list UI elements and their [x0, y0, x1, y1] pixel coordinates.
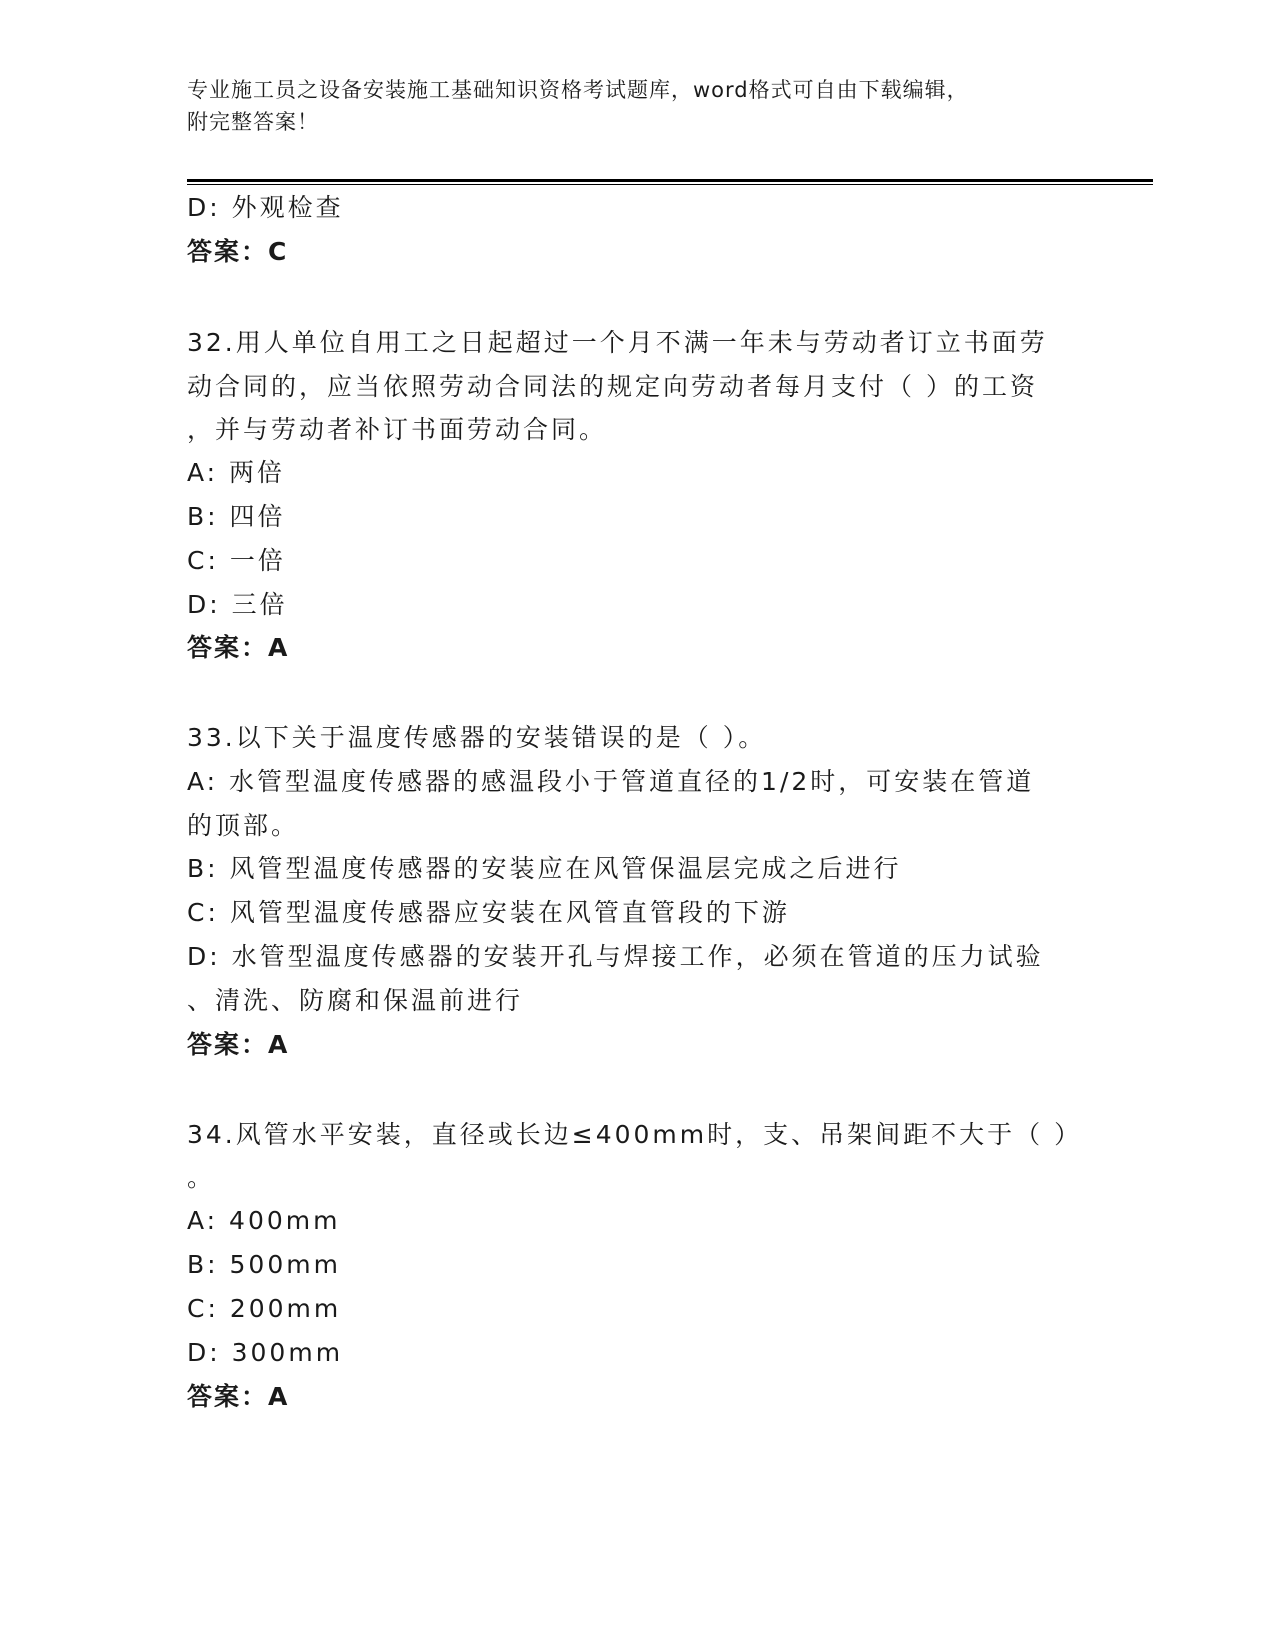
document-header	[187, 74, 1067, 138]
q34-option-d: D: 300mm	[187, 1338, 344, 1367]
q33-option-d-line-2: 、清洗、防腐和保温前进行	[187, 986, 524, 1015]
q32-option-b: B: 四倍	[187, 502, 286, 531]
header-line-2: 附完整答案！	[187, 110, 319, 134]
q34-stem-line-1: 34.风管水平安装，直径或长边≤400mm时，支、吊架间距不大于（ ）	[187, 1120, 1083, 1149]
q32-answer: 答案：A	[187, 633, 290, 662]
header-divider-thick	[187, 179, 1153, 182]
q33-stem: 33.以下关于温度传感器的安装错误的是（ ）。	[187, 723, 767, 752]
q33-option-a-line-2: 的顶部。	[187, 811, 300, 840]
q33-option-c: C: 风管型温度传感器应安装在风管直管段的下游	[187, 898, 790, 927]
q32-stem-line-1: 32.用人单位自用工之日起超过一个月不满一年未与劳动者订立书面劳	[187, 328, 1048, 357]
q33-answer: 答案：A	[187, 1030, 290, 1059]
q32-stem-line-2: 动合同的，应当依照劳动合同法的规定向劳动者每月支付（ ）的工资	[187, 372, 1038, 401]
q33-option-d-line-1: D: 水管型温度传感器的安装开孔与焊接工作，必须在管道的压力试验	[187, 942, 1044, 971]
q34-option-b: B: 500mm	[187, 1250, 341, 1279]
q31-answer: 答案：C	[187, 237, 289, 266]
q32-option-c: C: 一倍	[187, 546, 286, 575]
q34-option-a: A: 400mm	[187, 1206, 341, 1235]
q34-answer: 答案：A	[187, 1382, 290, 1411]
q32-option-a: A: 两倍	[187, 458, 286, 487]
q31-option-d: D: 外观检查	[187, 193, 344, 222]
q33-option-a-line-1: A: 水管型温度传感器的感温段小于管道直径的1/2时，可安装在管道	[187, 767, 1035, 796]
header-line-1: 专业施工员之设备安装施工基础知识资格考试题库，word格式可自由下载编辑，	[187, 78, 969, 102]
q32-stem-line-3: ，并与劳动者补订书面劳动合同。	[187, 415, 608, 444]
header-divider-thin	[187, 184, 1153, 185]
q32-option-d: D: 三倍	[187, 590, 288, 619]
q34-option-c: C: 200mm	[187, 1294, 342, 1323]
q33-option-b: B: 风管型温度传感器的安装应在风管保温层完成之后进行	[187, 854, 902, 883]
q34-stem-line-2: 。	[187, 1163, 216, 1192]
